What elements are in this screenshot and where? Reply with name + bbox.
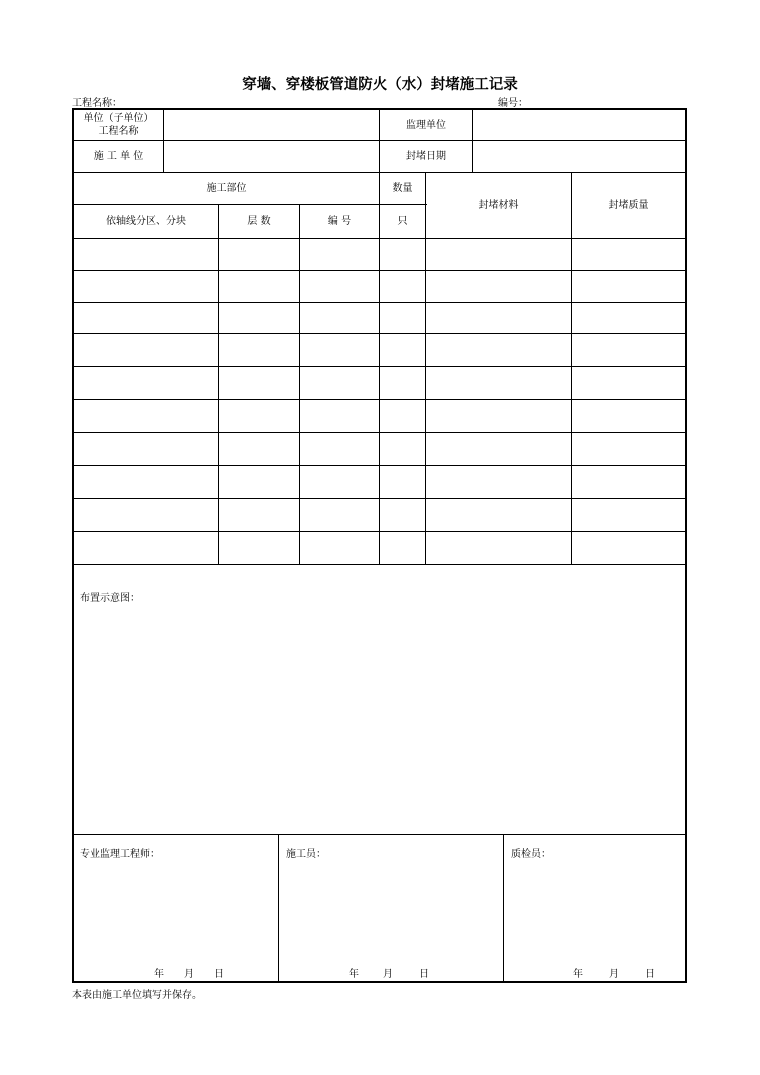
quantity-cell[interactable]	[380, 303, 425, 333]
quality-cell[interactable]	[572, 499, 685, 531]
row-divider	[74, 564, 685, 565]
inspector-date	[573, 965, 673, 979]
number-cell[interactable]	[300, 532, 379, 564]
month-label: 月	[383, 969, 393, 980]
axis-zone-cell[interactable]	[74, 433, 218, 465]
floors-header: 层 数	[247, 216, 271, 227]
quality-cell[interactable]	[572, 239, 685, 270]
floors-cell[interactable]	[219, 334, 299, 366]
floors-cell[interactable]	[219, 303, 299, 333]
floors-cell[interactable]	[219, 400, 299, 432]
construction-unit-label: 施 工 单 位	[93, 151, 144, 162]
axis-zone-cell[interactable]	[74, 303, 218, 333]
day-label: 日	[419, 969, 429, 980]
floors-cell[interactable]	[219, 367, 299, 399]
number-cell[interactable]	[300, 400, 379, 432]
material-cell[interactable]	[426, 367, 571, 399]
quantity-cell[interactable]	[380, 367, 425, 399]
material-cell[interactable]	[426, 334, 571, 366]
quantity-cell[interactable]	[380, 499, 425, 531]
floors-cell[interactable]	[219, 532, 299, 564]
axis-zone-cell[interactable]	[74, 466, 218, 498]
number-cell[interactable]	[300, 433, 379, 465]
construction-location-header: 施工部位	[206, 183, 247, 194]
number-cell[interactable]	[300, 367, 379, 399]
axis-zone-cell[interactable]	[74, 239, 218, 270]
year-label: 年	[154, 969, 164, 980]
layout-diagram-label: 布置示意图：	[80, 593, 140, 604]
number-cell[interactable]	[300, 303, 379, 333]
quality-cell[interactable]	[572, 303, 685, 333]
project-name-label: 工程名称：	[72, 98, 122, 109]
sealing-date-label: 封堵日期	[406, 151, 446, 162]
unit-name-value-cell[interactable]	[164, 110, 379, 140]
axis-zone-cell[interactable]	[74, 532, 218, 564]
axis-zone-cell[interactable]	[74, 499, 218, 531]
material-cell[interactable]	[426, 303, 571, 333]
worker-date	[349, 965, 449, 979]
quality-cell[interactable]	[572, 433, 685, 465]
sealing-date-value-cell[interactable]	[473, 141, 685, 172]
unit-label-line1: 单位（子单位）	[83, 113, 154, 124]
axis-zone-cell[interactable]	[74, 334, 218, 366]
supervising-engineer-label: 专业监理工程师：	[80, 849, 160, 860]
floors-cell[interactable]	[219, 239, 299, 270]
material-cell[interactable]	[426, 499, 571, 531]
col-divider	[503, 834, 504, 983]
floors-cell[interactable]	[219, 433, 299, 465]
row-divider	[74, 834, 685, 835]
quantity-cell[interactable]	[380, 466, 425, 498]
quantity-cell[interactable]	[380, 400, 425, 432]
month-label: 月	[609, 969, 619, 980]
material-cell[interactable]	[426, 271, 571, 302]
quality-inspector-label: 质检员：	[511, 849, 551, 860]
supervision-unit-value-cell[interactable]	[473, 110, 685, 140]
quality-cell[interactable]	[572, 400, 685, 432]
year-label: 年	[349, 969, 359, 980]
number-cell[interactable]	[300, 466, 379, 498]
piece-unit-header: 只	[397, 216, 408, 227]
form-footnote: 本表由施工单位填写并保存。	[72, 990, 202, 1001]
number-cell[interactable]	[300, 499, 379, 531]
year-label: 年	[573, 969, 583, 980]
axis-zone-cell[interactable]	[74, 367, 218, 399]
supervision-unit-label: 监理单位	[406, 119, 446, 131]
form-title: 穿墙、穿楼板管道防火（水）封堵施工记录	[242, 77, 518, 93]
month-label: 月	[184, 969, 194, 980]
quality-cell[interactable]	[572, 532, 685, 564]
unit-label-line2: 工程名称	[98, 126, 139, 137]
axis-zone-cell[interactable]	[74, 271, 218, 302]
quality-cell[interactable]	[572, 466, 685, 498]
quantity-cell[interactable]	[380, 532, 425, 564]
quantity-header: 数量	[392, 183, 413, 194]
quality-cell[interactable]	[572, 367, 685, 399]
day-label: 日	[645, 969, 655, 980]
construction-unit-value-cell[interactable]	[164, 141, 379, 172]
quantity-cell[interactable]	[380, 239, 425, 270]
supervisor-date	[154, 965, 254, 979]
material-cell[interactable]	[426, 532, 571, 564]
floors-cell[interactable]	[219, 499, 299, 531]
axis-zone-cell[interactable]	[74, 400, 218, 432]
serial-number-label: 编号：	[498, 98, 528, 109]
material-cell[interactable]	[426, 466, 571, 498]
axis-zone-header: 依轴线分区、分块	[106, 216, 186, 227]
floors-cell[interactable]	[219, 271, 299, 302]
unit-name-label-cell	[74, 110, 163, 140]
floors-cell[interactable]	[219, 466, 299, 498]
quality-cell[interactable]	[572, 334, 685, 366]
quality-cell[interactable]	[572, 271, 685, 302]
number-header: 编 号	[327, 216, 352, 227]
day-label: 日	[214, 969, 224, 980]
material-cell[interactable]	[426, 239, 571, 270]
sealing-material-header: 封堵材料	[478, 200, 519, 211]
col-divider	[278, 834, 279, 983]
site-worker-label: 施工员：	[286, 849, 326, 860]
number-cell[interactable]	[300, 334, 379, 366]
sealing-quality-header: 封堵质量	[608, 200, 649, 211]
number-cell[interactable]	[300, 271, 379, 302]
quantity-cell[interactable]	[380, 433, 425, 465]
number-cell[interactable]	[300, 239, 379, 270]
material-cell[interactable]	[426, 433, 571, 465]
record-form	[72, 108, 687, 983]
quantity-cell[interactable]	[380, 271, 425, 302]
material-cell[interactable]	[426, 400, 571, 432]
quantity-cell[interactable]	[380, 334, 425, 366]
